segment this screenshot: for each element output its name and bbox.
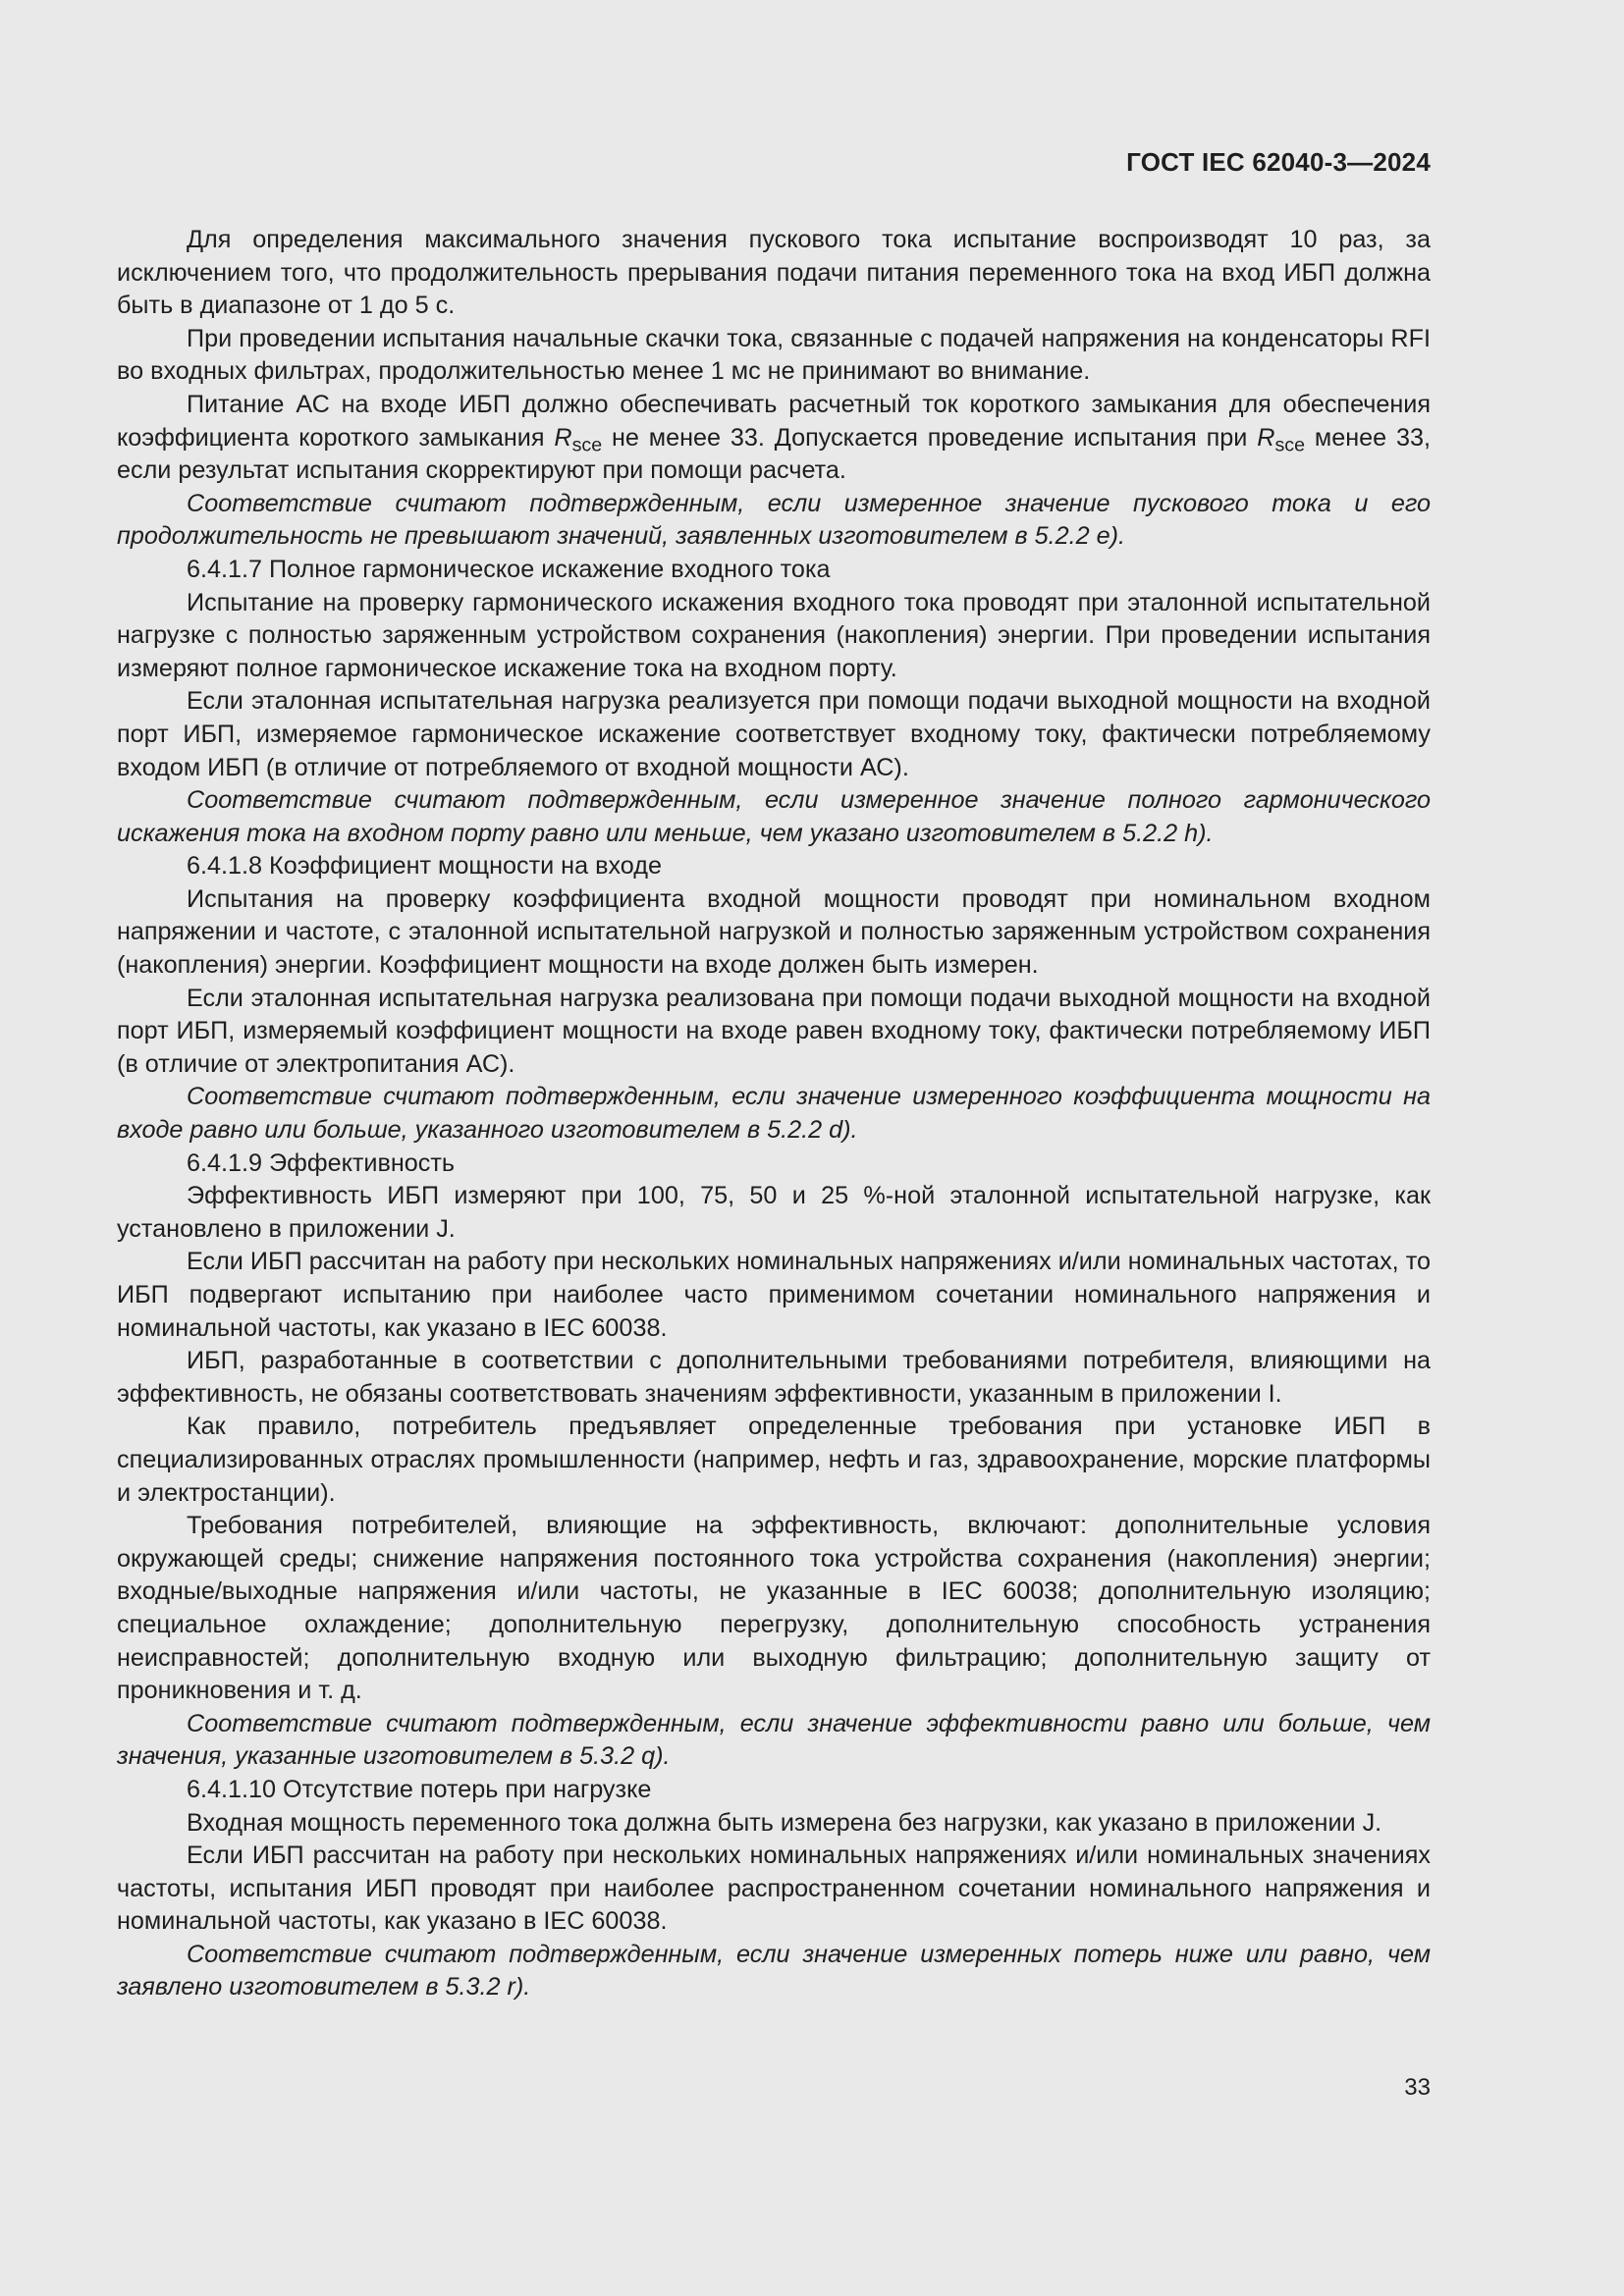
compliance-statement: Соответствие считают подтвержденным, если значение измеренных потерь ниже или равно, чем заявлено изготовителем в 5.3.2 r).: [117, 1940, 1431, 2002]
compliance-statement: Соответствие считают подтвержденным, если измеренное значение пускового тока и его продолжительность не превышают значений, заявленных изготовителем в 5.2.2 е).: [117, 489, 1431, 551]
section-heading: 6.4.1.8 Коэффициент мощности на входе: [187, 852, 662, 881]
section-heading: 6.4.1.10 Отсутствие потерь при нагрузке: [187, 1775, 652, 1803]
compliance-statement: Соответствие считают подтвержденным, если значение измеренного коэффициента мощности на входе равно или больше, указанного изготовителем в 5.2.2 d).: [117, 1083, 1431, 1145]
paragraph: Если эталонная испытательная нагрузка реализуется при помощи подачи выходной мощности на входной порт ИБП, измеряемое гармоническое искажение соответствует входному току, фактически потребляемому входом ИБП (в отличие от потребляемого от входной мощности АС).: [117, 687, 1431, 781]
variable-subscript: sce: [1274, 434, 1306, 456]
paragraph: Как правило, потребитель предъявляет определенные требования при установке ИБП в специализированных отраслях промышленности (например, нефть и газ, здравоохранение, морские платформы и электростанции).: [117, 1413, 1431, 1507]
paragraph: Требования потребителей, влияющие на эффективность, включают: дополнительные условия окружающей среды; снижение напряжения постоянного тока устройства сохранения (накопления) энергии; входные/выходные напряжения и/или частоты, не указанные в IEC 60038; дополнительную изоляцию; специальное охлаждение; дополнительную перегрузку, дополнительную способность устранения неисправностей; дополнительную входную или выходную фильтрацию; дополнительную защиту от проникновения и т. д.: [117, 1512, 1431, 1705]
paragraph: Испытания на проверку коэффициента входной мощности проводят при номинальном входном напряжении и частоте, с эталонной испытательной нагрузкой и полностью заряженным устройством сохранения (накопления) энергии. Коэффициент мощности на входе должен быть измерен.: [117, 884, 1431, 980]
section-heading: 6.4.1.9 Эффективность: [187, 1148, 456, 1177]
variable-r: R: [554, 423, 572, 452]
document-body: [117, 224, 1431, 2004]
paragraph-text: Питание АС на входе ИБП должно обеспечивать расчетный ток короткого замыкания для обеспечения коэффициента короткого замыкания: [117, 390, 1431, 452]
paragraph: Если ИБП рассчитан на работу при нескольких номинальных напряжениях и/или номинальных значениях частоты, испытания ИБП проводят при наиболее распространенном сочетании номинального напряжения и номинальной частоты, как указано в IEC 60038.: [117, 1842, 1431, 1936]
paragraph: Эффективность ИБП измеряют при 100, 75, 50 и 25 %-ной эталонной испытательной нагрузке, как установлено в приложении J.: [117, 1182, 1431, 1243]
compliance-statement: Соответствие считают подтвержденным, если измеренное значение полного гармонического искажения тока на входном порту равно или меньше, чем указано изготовителем в 5.2.2 h).: [117, 786, 1431, 847]
paragraph: ИБП, разработанные в соответствии с дополнительными требованиями потребителя, влияющими на эффективность, не обязаны соответствовать значениям эффективности, указанным в приложении I.: [117, 1347, 1431, 1408]
paragraph: Если ИБП рассчитан на работу при нескольких номинальных напряжениях и/или номинальных частотах, то ИБП подвергают испытанию при наиболее часто применимом сочетании номинального напряжения и номинальной частоты, как указано в IEC 60038.: [117, 1248, 1431, 1342]
paragraph-text: не менее 33. Допускается проведение испытания при: [602, 423, 1258, 452]
paragraph: Входная мощность переменного тока должна быть измерена без нагрузки, как указано в приложении J.: [187, 1808, 1382, 1837]
compliance-statement: Соответствие считают подтвержденным, если значение эффективности равно или больше, чем значения, указанные изготовителем в 5.3.2 q).: [117, 1709, 1431, 1771]
paragraph-with-formula: [117, 389, 1431, 488]
paragraph-text: менее 33, если результат испытания скорректируют при помощи расчета.: [117, 423, 1431, 485]
variable-subscript: sce: [571, 434, 603, 456]
paragraph: Если эталонная испытательная нагрузка реализована при помощи подачи выходной мощности на входной порт ИБП, измеряемый коэффициент мощности на входе равен входному току, фактически потребляемому ИБП (в отличие от электропитания АС).: [117, 984, 1431, 1078]
paragraph: Для определения максимального значения пускового тока испытание воспроизводят 10 раз, за исключением того, что продолжительность прерывания подачи питания переменного тока на вход ИБП должна быть в диапазоне от 1 до 5 с.: [117, 226, 1431, 320]
page-header: ГОСТ IEC 62040-3—2024: [1126, 147, 1431, 177]
section-heading: 6.4.1.7 Полное гармоническое искажение входного тока: [187, 555, 831, 583]
paragraph: Испытание на проверку гармонического искажения входного тока проводят при эталонной испытательной нагрузке с полностью заряженным устройством сохранения (накопления) энергии. При проведении испытания измеряют полное гармоническое искажение тока на входном порту.: [117, 588, 1431, 682]
page-number: 33: [1404, 2074, 1431, 2101]
variable-r: R: [1257, 423, 1275, 452]
paragraph: При проведении испытания начальные скачки тока, связанные с подачей напряжения на конденсаторы RFI во входных фильтрах, продолжительностью менее 1 мс не принимают во внимание.: [117, 324, 1431, 386]
